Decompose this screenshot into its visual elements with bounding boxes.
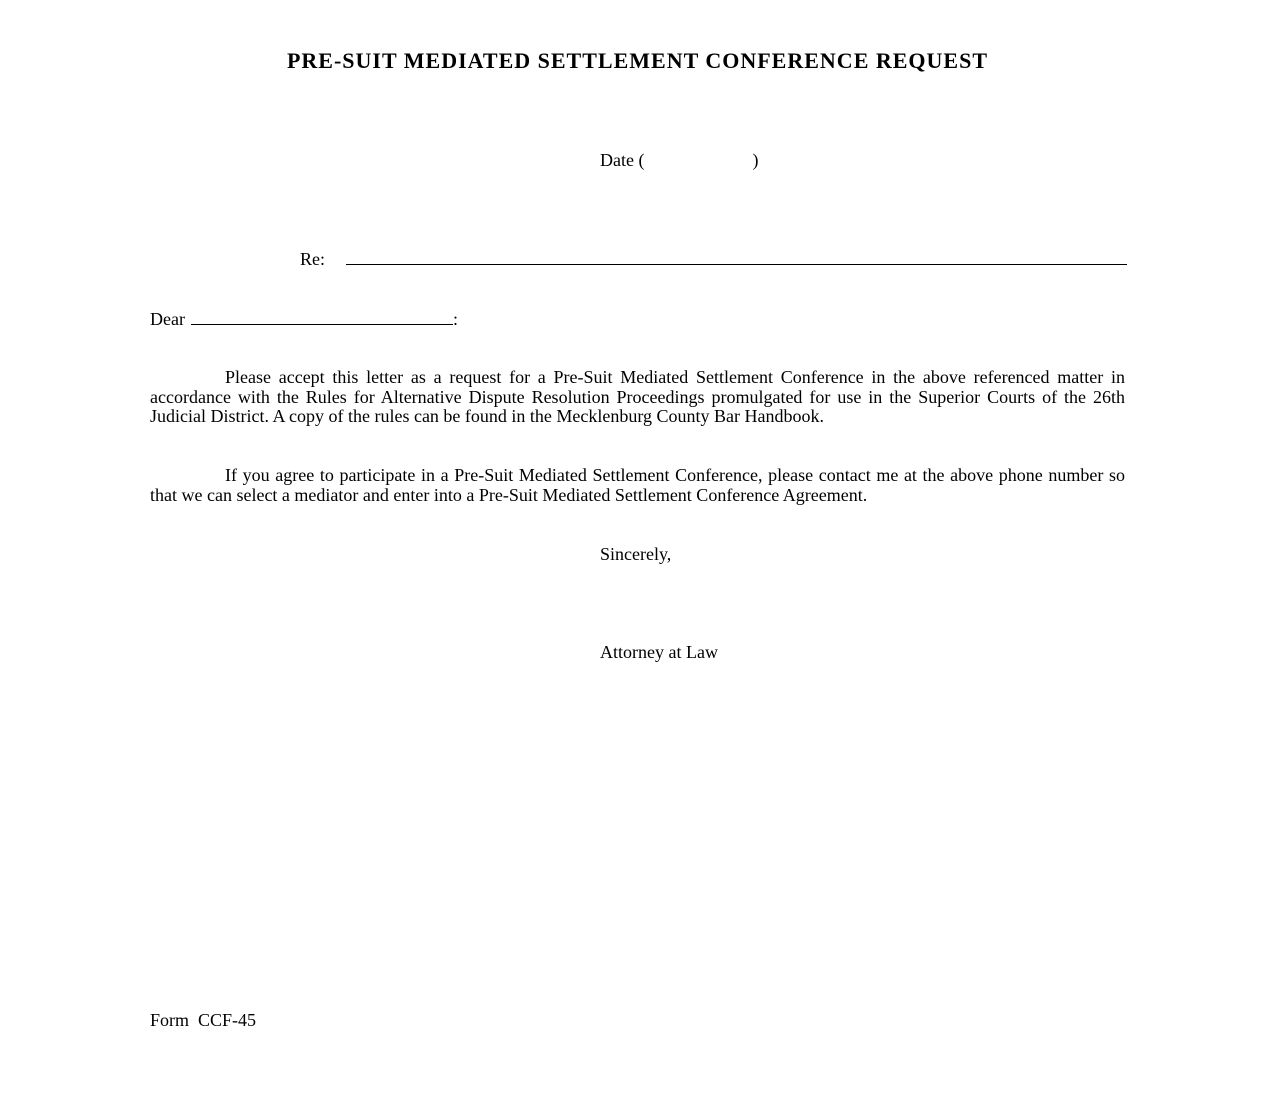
date-line	[600, 150, 758, 170]
body-paragraph-2: If you agree to participate in a Pre-Suit Mediated Settlement Conference, please contact me at the above phone number so that we can select a mediator and enter into a Pre-Suit Mediated Settlement Conference Agreement.	[150, 465, 1125, 505]
salutation-line	[150, 309, 458, 329]
form-id: Form CCF-45	[150, 1010, 257, 1030]
dear-blank	[191, 310, 453, 325]
document-title: PRE-SUIT MEDIATED SETTLEMENT CONFERENCE REQUEST	[286, 48, 989, 73]
body-paragraph-1: Please accept this letter as a request for a Pre-Suit Mediated Settlement Conference in the above referenced matter in accordance with the Rules for Alternative Dispute Resolution Proceedings promulgated for use in the Superior Courts of the 26th Judicial District. A copy of the rules can be found in the Mecklenburg County Bar Handbook.	[150, 367, 1125, 426]
re-blank	[346, 250, 1127, 265]
date-close: )	[752, 150, 759, 170]
re-line	[300, 249, 1127, 269]
dear-suffix: :	[452, 309, 458, 329]
date-label: Date (	[600, 150, 645, 170]
signature-title: Attorney at Law	[600, 642, 718, 662]
re-label: Re:	[300, 249, 325, 269]
closing: Sincerely,	[600, 544, 672, 564]
dear-label: Dear	[150, 309, 185, 329]
